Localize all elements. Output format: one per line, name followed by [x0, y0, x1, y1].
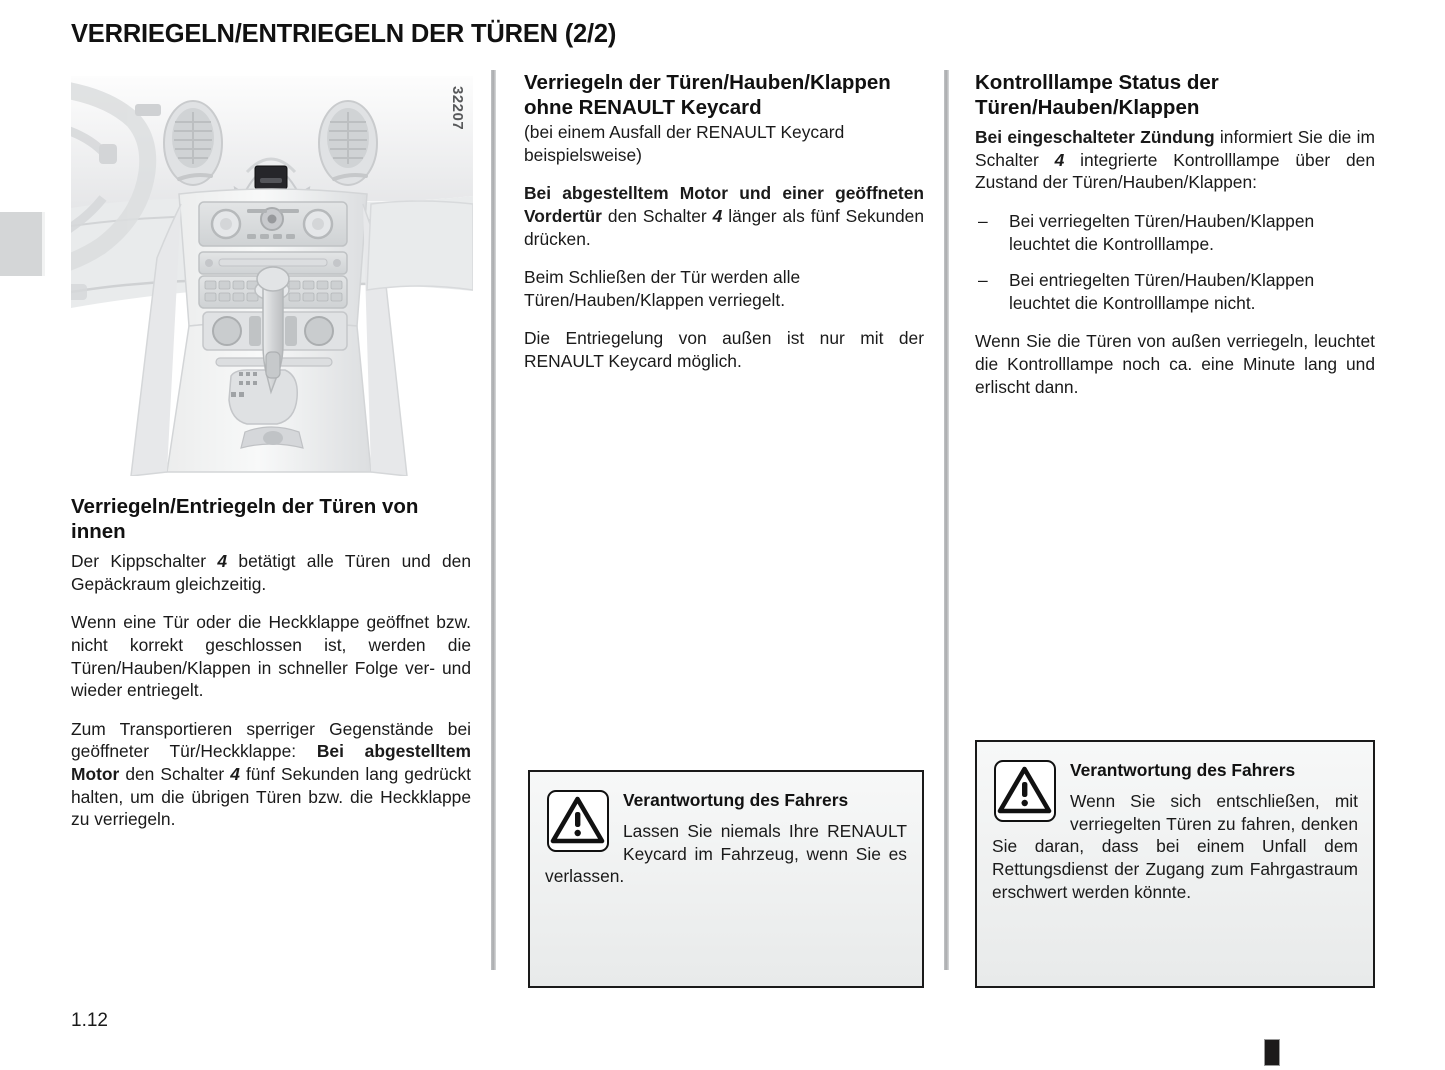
- emphasis-run: Bei abgestelltem Motor: [71, 741, 471, 784]
- left-paragraph-2: Wenn eine Tür oder die Heckklappe geöffnet bzw. nicht korrekt geschlossen ist, werden die Türen/Hauben/Klappen in schneller Folge ver- und wieder entriegelt.: [71, 612, 471, 701]
- text-run: integrierte Kontrolllampe über den Zustand der Türen/Hauben/Klappen:: [975, 149, 1375, 193]
- status-list: [975, 210, 1375, 315]
- list-item: [975, 269, 1375, 314]
- warning-text: Lassen Sie niemals Ihre RENAULT Keycard im Fahrzeug, wenn Sie es verlassen.: [545, 821, 907, 887]
- middle-column-heading: Verriegeln der Türen/Hauben/Klappen ohne RENAULT Keycard: [524, 71, 891, 119]
- figure-reference-number: 32207: [449, 86, 466, 131]
- switch-reference: 4: [230, 764, 240, 784]
- middle-subheading: (bei einem Ausfall der RENAULT Keycard beispielsweise): [524, 122, 845, 165]
- switch-reference: 4: [1054, 149, 1065, 170]
- middle-paragraph-1: [524, 182, 924, 250]
- list-item-text: Bei verriegelten Türen/Hauben/Klappen leuchtet die Kontrolllampe.: [1009, 210, 1315, 254]
- warning-triangle-icon: [547, 790, 609, 852]
- middle-column: [524, 70, 924, 373]
- middle-paragraph-3: Die Entriegelung von außen ist nur mit der RENAULT Keycard möglich.: [524, 328, 924, 371]
- switch-reference: 4: [712, 205, 723, 226]
- text-run: länger als fünf Sekunden drücken.: [524, 205, 925, 249]
- right-column-heading: Kontrolllampe Status der Türen/Hauben/Klappen: [975, 71, 1219, 119]
- list-dash-marker: –: [978, 210, 988, 231]
- middle-paragraph-2: Beim Schließen der Tür werden alle Türen/Hauben/Klappen verriegelt.: [524, 267, 801, 310]
- right-paragraph-1: [975, 126, 1375, 194]
- warning-title: Verantwortung des Fahrers: [623, 790, 849, 810]
- column-divider-left: [491, 70, 496, 970]
- left-column: [71, 494, 471, 831]
- list-item-text: Bei entriegelten Türen/Hauben/Klappen leuchtet die Kontrolllampe nicht.: [1009, 270, 1315, 313]
- list-dash-marker: –: [978, 270, 988, 291]
- page-title: VERRIEGELN/ENTRIEGELN DER TÜREN (2/2): [71, 20, 617, 48]
- left-column-heading: Verriegeln/Entriegeln der Türen von innen: [71, 495, 419, 543]
- center-console-figure: [71, 76, 473, 476]
- text-run: informiert Sie die im Schalter: [975, 127, 1376, 170]
- list-item: [975, 210, 1375, 255]
- warning-box-middle: [528, 770, 924, 988]
- page-number: 1.12: [71, 1010, 108, 1031]
- text-run: den Schalter: [119, 764, 231, 784]
- text-run: Der Kippschalter: [71, 551, 218, 571]
- page-edge-marker: [1264, 1039, 1280, 1066]
- text-run: betätigt alle Türen und den Gepäckraum gleichzeitig.: [71, 551, 471, 594]
- text-run: fünf Sekunden lang gedrückt halten, um die übrigen Türen bzw. die Heckklappe zu verriegeln.: [71, 764, 471, 830]
- warning-text: Wenn Sie sich entschließen, mit verriegelten Türen zu fahren, denken Sie daran, dass bei einem Unfall dem Rettungsdienst der Zugang zum Fahrgastraum erschwert werden könnte.: [992, 791, 1358, 902]
- chapter-tab-marker: [0, 212, 45, 276]
- switch-reference: 4: [217, 551, 228, 571]
- dashboard-illustration: [71, 76, 473, 476]
- warning-triangle-icon: [994, 760, 1056, 822]
- emphasis-run: Bei eingeschalteter Zündung: [975, 127, 1215, 147]
- emphasis-run: Bei abgestelltem Motor und einer geöffneten Vordertür: [524, 183, 924, 226]
- text-run: Zum Transportieren sperriger Gegenstände bei geöffneter Tür/Heckklappe:: [71, 718, 471, 762]
- right-paragraph-2: Wenn Sie die Türen von außen verriegeln, leuchtet die Kontrolllampe noch ca. eine Minute lang und erlischt dann.: [975, 331, 1375, 397]
- left-paragraph-1: [71, 550, 471, 595]
- text-run: den Schalter: [601, 205, 713, 226]
- warning-title: Verantwortung des Fahrers: [1070, 760, 1296, 780]
- column-divider-right: [944, 70, 949, 970]
- left-paragraph-3: [71, 718, 471, 831]
- warning-box-right: [975, 740, 1375, 988]
- right-column: [975, 70, 1375, 398]
